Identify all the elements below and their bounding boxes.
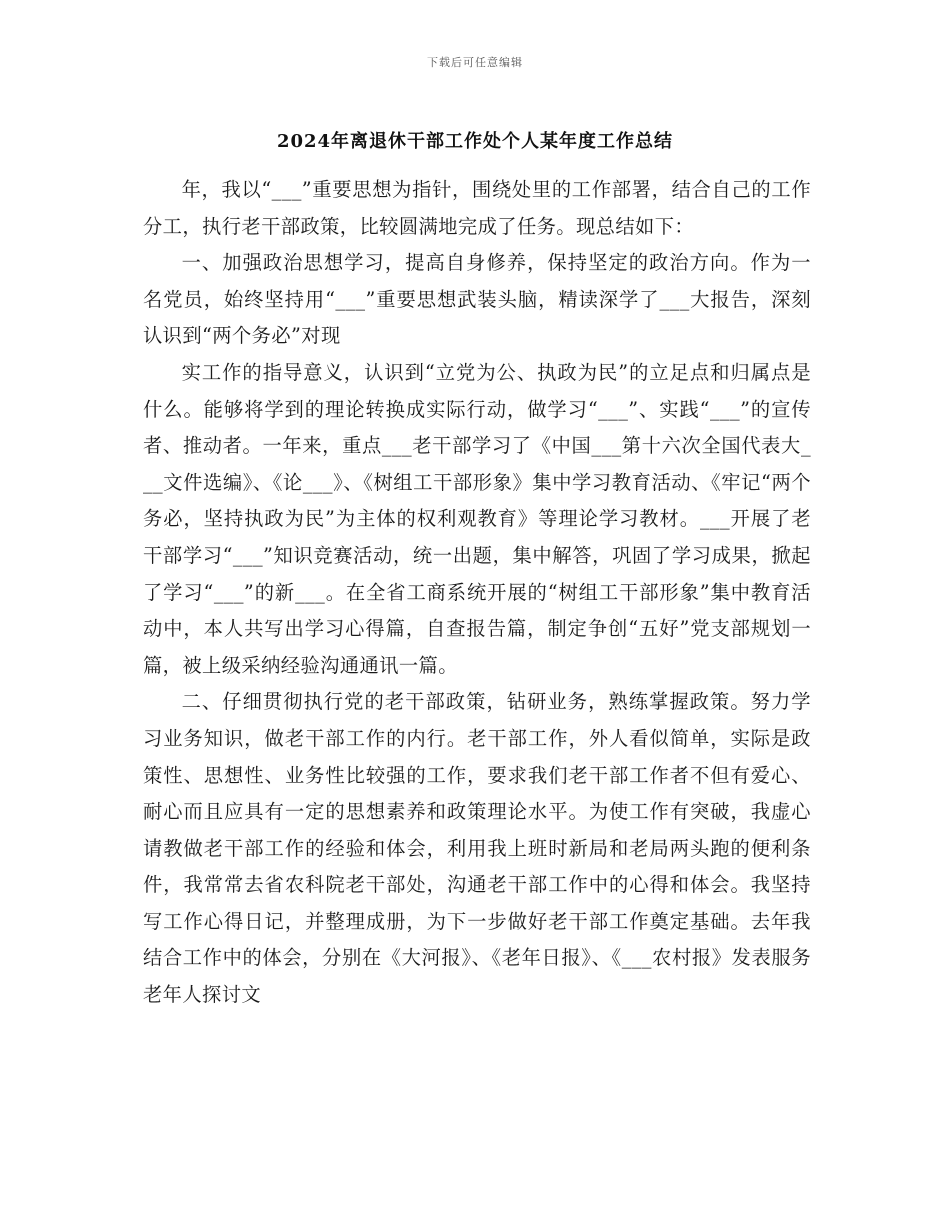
- paragraph-section-one: 一、加强政治思想学习，提高自身修养，保持坚定的政治方向。作为一名党员，始终坚持用“___”重要思想武装头脑，精读深学了___大报告，深刻认识到“两个务必”对现: [143, 251, 811, 348]
- paragraph-intro: 年，我以“___”重要思想为指针，围绕处里的工作部署，结合自己的工作分工，执行老干部政策，比较圆满地完成了任务。现总结如下：: [143, 178, 811, 238]
- paragraph-section-two: 二、仔细贯彻执行党的老干部政策，钻研业务，熟练掌握政策。努力学习业务知识，做老干部工作的内行。老干部工作，外人看似简单，实际是政策性、思想性、业务性比较强的工作，要求我们老干部工作者不但有爱心、耐心而且应具有一定的思想素养和政策理论水平。为使工作有突破，我虚心请教做老干部工作的经验和体会，利用我上班时新局和老局两头跑的便利条件，我常常去省农科院老干部处，沟通老干部工作中的心得和体会。我坚持写工作心得日记，并整理成册，为下一步做好老干部工作奠定基础。去年我结合工作中的体会，分别在《大河报》、《老年日报》、《___农村报》发表服务老年人探讨文: [143, 690, 811, 1007]
- page-header-note: 下载后可任意编辑: [427, 56, 523, 69]
- paragraph-section-one-continued: 实工作的指导意义，认识到“立党为公、执政为民”的立足点和归属点是什么。能够将学到的理论转换成实际行动，做学习“___”、实践“___”的宣传者、推动者。一年来，重点___老干部学习了《中国___第十六次全国代表大___文件选编》、《论___》、《树组工干部形象》集中学习教育活动、《牢记“两个务必，坚持执政为民”为主体的权利观教育》等理论学习教材。___开展了老干部学习“___”知识竞赛活动，统一出题，集中解答，巩固了学习成果，掀起了学习“___”的新___。在全省工商系统开展的“树组工干部形象”集中教育活动中，本人共写出学习心得篇，自查报告篇，制定争创“五好”党支部规划一篇，被上级采纳经验沟通通讯一篇。: [143, 360, 811, 677]
- document-title: 2024年离退休干部工作处个人某年度工作总结: [276, 131, 674, 152]
- document-body: [143, 172, 811, 1014]
